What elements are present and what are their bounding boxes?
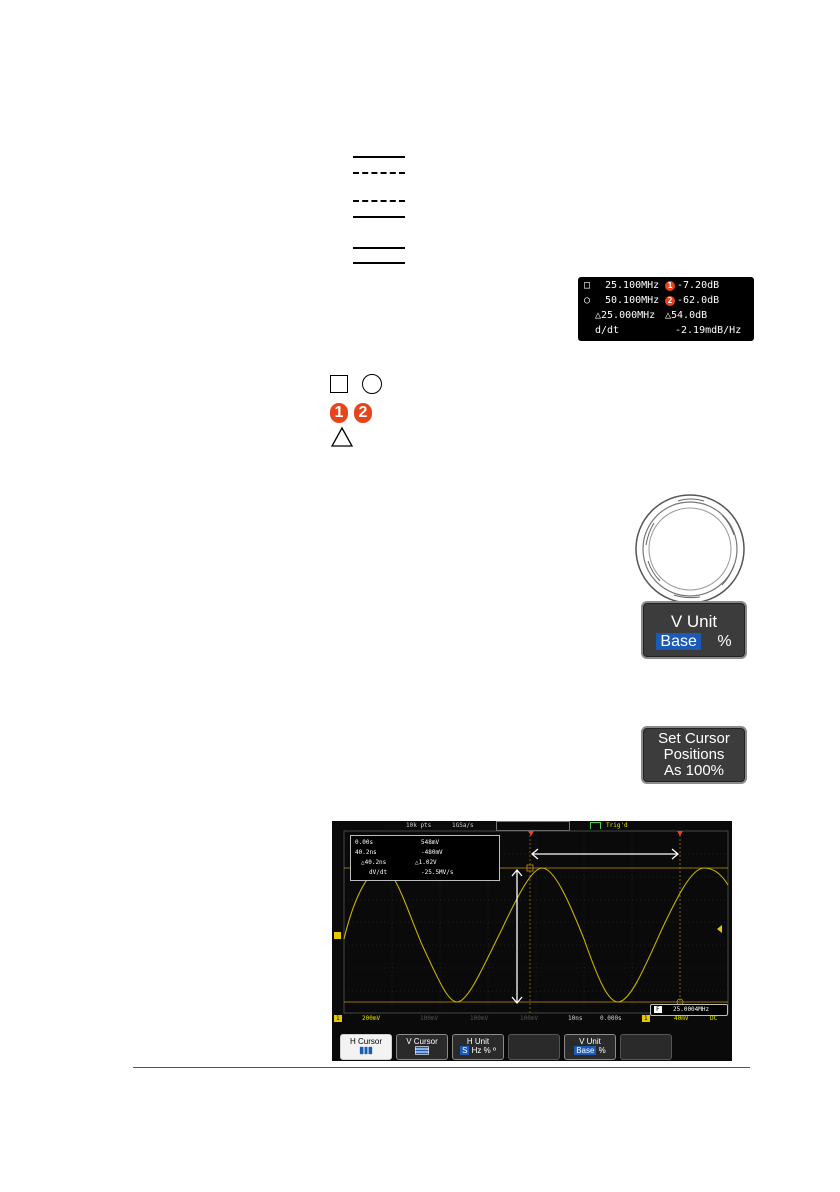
cursor1-value: -7.20dB — [677, 280, 720, 291]
v-cursor-softkey[interactable] — [396, 1034, 448, 1060]
cursor-readout-panel — [578, 277, 754, 341]
freq-value: 25.0004MHz — [673, 1006, 710, 1013]
v-unit-softkey[interactable] — [641, 601, 747, 659]
scope-cursor-readout — [350, 835, 500, 881]
set-cursor-line1: Set Cursor — [658, 730, 730, 747]
scope-r4-val: -25.5MV/s — [421, 869, 454, 876]
h-unit-other-options: Hz % — [471, 1046, 491, 1055]
line-style-dashed-bottom — [353, 200, 405, 202]
scope-r4-label: dV/dt — [369, 869, 388, 876]
scope-status-bar — [332, 1014, 732, 1024]
page-footer-rule — [133, 1067, 750, 1068]
set-cursor-line3: As 100% — [663, 762, 725, 779]
scope-r1-time: 0.00s — [355, 839, 374, 846]
coupling: DC — [710, 1015, 718, 1022]
channel2-icon: 2 — [354, 403, 372, 423]
ch3-scale: 100mV — [470, 1015, 489, 1022]
set-cursor-positions-softkey[interactable] — [641, 726, 747, 784]
scope-v-unit-percent: % — [598, 1046, 606, 1055]
v-unit-title: V Unit — [670, 612, 718, 631]
h-unit-s-option: S — [462, 1046, 468, 1055]
h-cursor-title: H Cursor — [349, 1037, 382, 1046]
scope-v-unit-title: V Unit — [579, 1037, 601, 1046]
scope-r3-time: △40.2ns — [361, 859, 387, 866]
disabled-softkey-1 — [508, 1034, 560, 1060]
line-style-solid-a — [353, 247, 405, 249]
disabled-softkey-2 — [620, 1034, 672, 1060]
scope-r3-val: △1.02V — [415, 859, 437, 866]
h-unit-title: H Unit — [466, 1037, 490, 1046]
h-unit-softkey[interactable] — [452, 1034, 504, 1060]
circle-cursor-icon — [362, 374, 382, 394]
ch4-scale: 100mV — [520, 1015, 539, 1022]
ddt-value: -2.19mdB/Hz — [675, 325, 742, 336]
cursor2-value: -62.0dB — [677, 295, 720, 306]
h-cursor-icon — [359, 1046, 373, 1055]
h-unit-degree-option: º — [493, 1046, 496, 1055]
scope-v-unit-base: Base — [576, 1046, 595, 1055]
variable-knob-icon[interactable] — [634, 493, 746, 605]
line-style-solid-bottom — [353, 216, 405, 218]
trigger-status: Trig'd — [606, 822, 628, 829]
ddt-label: d/dt — [595, 325, 620, 336]
square-cursor-icon — [330, 375, 348, 393]
oscilloscope-screen — [332, 821, 732, 1061]
v-cursor-title: V Cursor — [406, 1037, 438, 1046]
scope-r1-val: 548mV — [421, 839, 440, 846]
horizontal-position: 0.000s — [600, 1015, 622, 1022]
ch1-scale: 200mV — [362, 1015, 381, 1022]
set-cursor-line2: Positions — [663, 746, 725, 763]
freq-badge: F — [656, 1006, 660, 1013]
delta-freq: △25.000MHz — [595, 310, 656, 321]
cursor1-freq: 25.100MHz — [605, 280, 660, 291]
scope-r2-val: -480mV — [421, 849, 443, 856]
channel1-badge: 1 — [665, 281, 675, 291]
line-style-solid-top — [353, 156, 405, 158]
trigger-level: 40mV — [674, 1015, 689, 1022]
scope-r2-time: 40.2ns — [355, 849, 377, 856]
v-unit-base-option: Base — [656, 633, 700, 650]
ch2-scale: 100mV — [420, 1015, 439, 1022]
v-unit-percent-option: % — [717, 633, 732, 650]
record-length: 10k pts — [406, 822, 432, 829]
h-cursor-softkey[interactable] — [340, 1034, 392, 1060]
timebase: 10ns — [568, 1015, 583, 1022]
sample-rate: 1GSa/s — [452, 822, 474, 829]
cursor1-symbol: □ — [584, 280, 591, 291]
line-style-solid-b — [353, 262, 405, 264]
trigger-edge-icon — [590, 822, 601, 829]
delta-icon — [330, 426, 354, 448]
scope-v-unit-softkey[interactable] — [564, 1034, 616, 1060]
trigger-channel: 1 — [644, 1015, 648, 1022]
ch1-badge: 1 — [336, 1015, 340, 1022]
v-cursor-icon — [415, 1046, 429, 1055]
cursor2-freq: 50.100MHz — [605, 295, 660, 306]
channel1-icon: 1 — [330, 403, 348, 423]
cursor2-symbol: ○ — [584, 295, 591, 306]
channel2-badge: 2 — [665, 296, 675, 306]
line-style-dashed-top — [353, 172, 405, 174]
delta-value: △54.0dB — [665, 310, 708, 321]
